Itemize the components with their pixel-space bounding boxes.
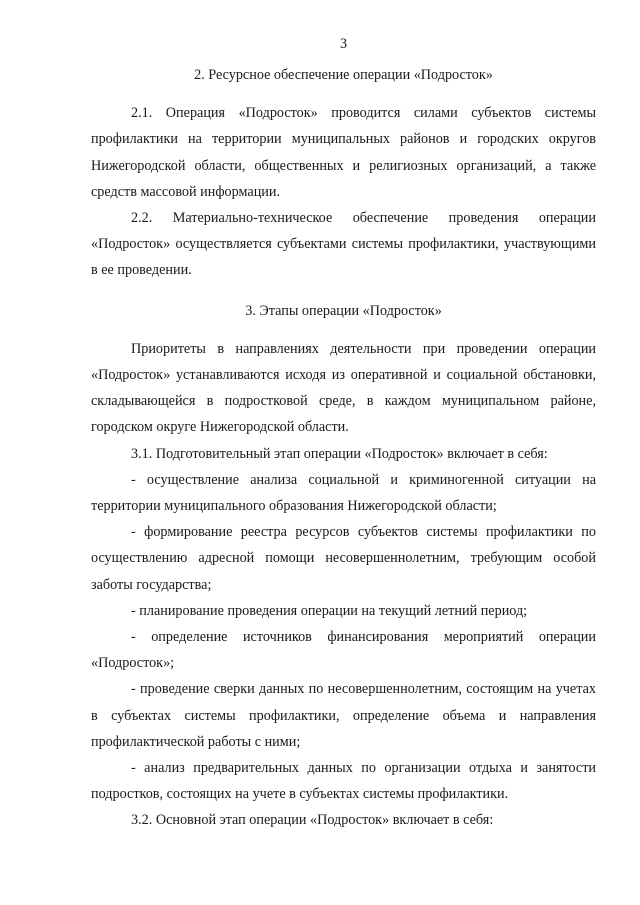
section-2-paragraph-1: 2.1. Операция «Подросток» проводится силами субъектов системы профилактики на территории муниципальных районов и городских округов Нижегородской области, общественных и религиозных организаций, а также средств массовой информации. — [91, 105, 596, 200]
list-item-resource-registry: - формирование реестра ресурсов субъектов системы профилактики по осуществлению адресной помощи несовершеннолетним, требующим особой заботы государства; — [91, 524, 596, 593]
section-3-2-paragraph: 3.2. Основной этап операции «Подросток» включает в себя: — [131, 812, 494, 829]
section-3-1-paragraph: 3.1. Подготовительный этап операции «Подросток» включает в себя: — [131, 445, 548, 462]
section-3-heading: 3. Этапы операции «Подросток» — [245, 302, 442, 319]
section-3-intro-paragraph: Приоритеты в направлениях деятельности при проведении операции «Подросток» устанавливаются исходя из оперативной и социальной обстановки, складывающейся в подростковой среде, в каждом муниципальном районе, городском округе Нижегородской области. — [91, 340, 596, 436]
page-number: 3 — [339, 36, 348, 52]
section-2-heading: 2. Ресурсное обеспечение операции «Подросток» — [194, 67, 493, 83]
document-page — [91, 34, 596, 834]
list-item-preliminary-analysis: - анализ предварительных данных по организации отдыха и занятости подростков, состоящих на учете в субъектах системы профилактики. — [91, 760, 596, 803]
list-item-situation-analysis: - осуществление анализа социальной и криминогенной ситуации на территории муниципального образования Нижегородской области; — [91, 471, 596, 515]
list-item-funding-sources: - определение источников финансирования мероприятий операции «Подросток»; — [91, 629, 596, 672]
section-2-paragraph-2: 2.2. Материально-техническое обеспечение проведения операции «Подросток» осуществляется субъектами системы профилактики, участвующими в ее проведении. — [91, 210, 596, 279]
list-item-data-reconciliation: - проведение сверки данных по несовершеннолетним, состоящим на учетах в субъектах системы профилактики, определение объема и направления профилактической работы с ними; — [91, 681, 596, 750]
list-item-planning: - планирование проведения операции на текущий летний период; — [131, 602, 528, 619]
